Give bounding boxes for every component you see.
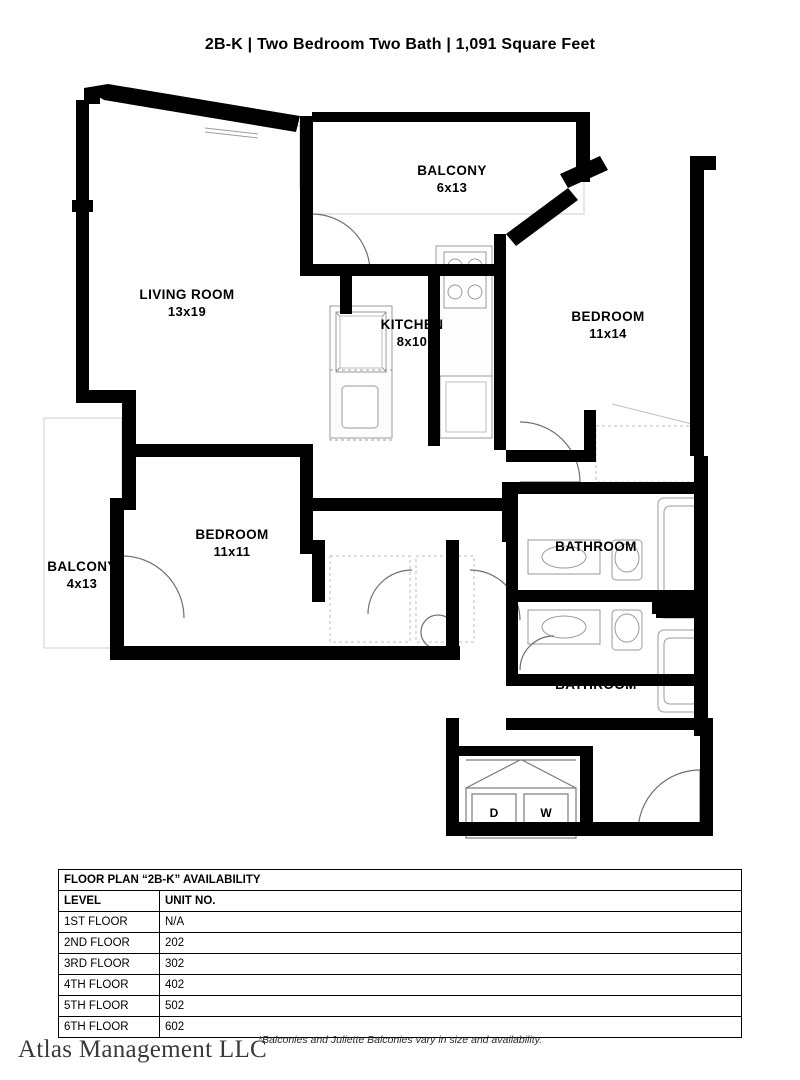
- room-dim: 11x14: [589, 325, 627, 341]
- cell-unit: 502: [160, 996, 742, 1017]
- room-name: BEDROOM: [571, 308, 645, 324]
- room-name: KITCHEN: [380, 316, 444, 332]
- table-row: [59, 912, 742, 933]
- column-header-level: LEVEL: [59, 891, 160, 912]
- table-row: [59, 975, 742, 996]
- room-name: BATHROOM: [555, 538, 637, 554]
- cell-unit: 602: [160, 1017, 742, 1038]
- table-row: [59, 933, 742, 954]
- room-label-bedroom-master: [528, 292, 688, 359]
- room-name: LIVING ROOM: [139, 286, 235, 302]
- floor-plan-drawing: [0, 70, 800, 850]
- cell-level: 6TH FLOOR: [59, 1017, 160, 1038]
- footnote: *Balconies and Juliette Balconies vary in size and availability.: [257, 1034, 543, 1046]
- room-dim: 13x19: [167, 303, 207, 319]
- cell-level: 5TH FLOOR: [59, 996, 160, 1017]
- room-name: BALCONY: [47, 558, 117, 574]
- dryer-label: D: [489, 806, 499, 820]
- availability-caption: FLOOR PLAN “2B-K” AVAILABILITY: [59, 870, 742, 891]
- room-dim: 4x13: [66, 575, 98, 591]
- table-header-row: [59, 891, 742, 912]
- room-label-bedroom-second: [152, 510, 312, 577]
- cell-level: 4TH FLOOR: [59, 975, 160, 996]
- brand-wordmark: Atlas Management LLC: [18, 1036, 267, 1063]
- page-title: 2B-K | Two Bedroom Two Bath | 1,091 Square Feet: [204, 36, 596, 53]
- room-label-bathroom-one: [516, 522, 676, 556]
- table-row: [59, 954, 742, 975]
- room-label-balcony-left: [12, 542, 152, 609]
- cell-unit: 402: [160, 975, 742, 996]
- cell-level: 2ND FLOOR: [59, 933, 160, 954]
- column-header-unit: UNIT NO.: [160, 891, 742, 912]
- room-label-bathroom-two: [516, 660, 676, 694]
- room-dim: 6x13: [436, 179, 468, 195]
- room-name: BEDROOM: [195, 526, 269, 542]
- room-dim: 8x10: [396, 333, 428, 349]
- cell-unit: 302: [160, 954, 742, 975]
- room-label-living-room: [92, 270, 282, 337]
- room-name: BATHROOM: [555, 676, 637, 692]
- cell-level: 1ST FLOOR: [59, 912, 160, 933]
- room-dim: 11x11: [213, 543, 251, 559]
- table-caption-row: [59, 870, 742, 891]
- room-label-balcony-top: [372, 146, 532, 213]
- table-row: [59, 996, 742, 1017]
- washer-label: W: [540, 806, 552, 820]
- room-label-kitchen: [352, 300, 472, 367]
- availability-table: [58, 869, 742, 1038]
- cell-level: 3RD FLOOR: [59, 954, 160, 975]
- room-name: BALCONY: [417, 162, 487, 178]
- cell-unit: N/A: [160, 912, 742, 933]
- cell-unit: 202: [160, 933, 742, 954]
